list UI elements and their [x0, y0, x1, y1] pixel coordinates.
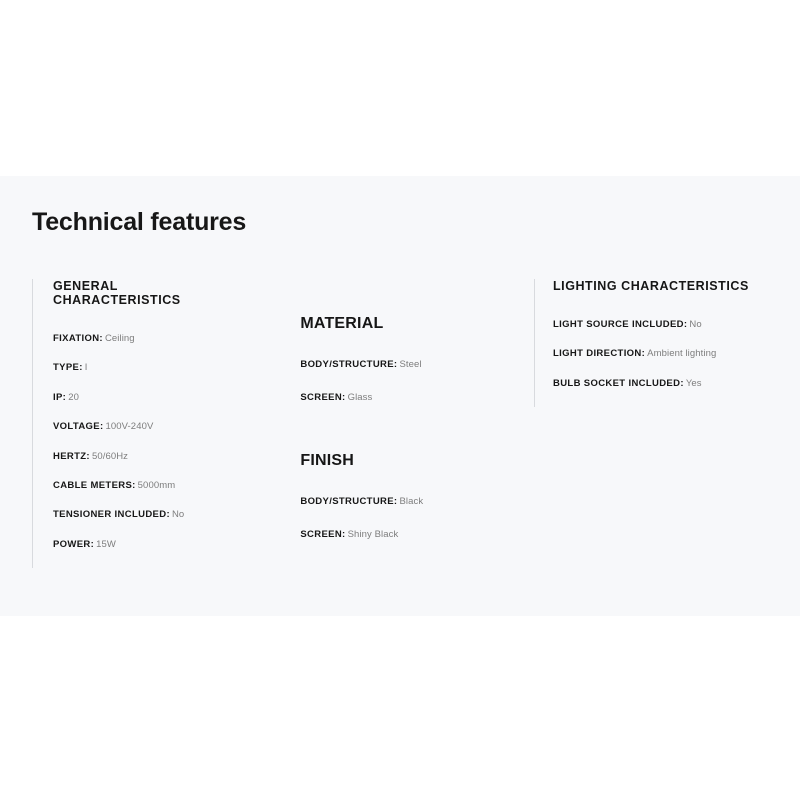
spec-row — [53, 392, 248, 403]
material-heading: MATERIAL — [300, 315, 384, 332]
technical-features-panel — [0, 176, 800, 616]
page-title: Technical features — [32, 208, 247, 236]
general-characteristics-heading: GENERAL CHARACTERISTICS — [53, 279, 181, 307]
specs-columns — [32, 279, 768, 568]
spec-value: Black — [399, 495, 424, 507]
finish-heading: FINISH — [300, 451, 355, 469]
spec-key: CABLE METERS: — [53, 479, 136, 491]
spec-row — [53, 333, 248, 344]
spec-row — [300, 392, 534, 403]
spec-value: 50/60Hz — [91, 450, 129, 462]
spec-key: SCREEN: — [300, 529, 346, 541]
spec-key: POWER: — [53, 538, 95, 550]
spec-key: HERTZ: — [53, 450, 90, 462]
spec-row — [53, 509, 248, 520]
spec-row — [53, 539, 248, 550]
spec-value: No — [689, 319, 702, 330]
lighting-characteristics-heading: LIGHTING CHARACTERISTICS — [553, 279, 749, 293]
spec-value: 5000mm — [137, 479, 176, 491]
spec-key: IP: — [53, 391, 67, 403]
spec-row — [53, 421, 248, 432]
spec-key: BODY/STRUCTURE: — [300, 495, 398, 507]
spec-value: 20 — [68, 391, 79, 403]
spec-key: VOLTAGE: — [53, 421, 104, 433]
spec-row — [53, 451, 248, 462]
spec-value: Ceiling — [104, 333, 135, 344]
spec-value: Steel — [399, 359, 422, 370]
spec-key: BODY/STRUCTURE: — [300, 359, 398, 370]
general-characteristics-column — [32, 279, 248, 568]
spec-row — [300, 496, 534, 507]
spec-key: SCREEN: — [300, 392, 346, 404]
spec-value: 100V-240V — [105, 421, 154, 433]
spec-row — [300, 359, 534, 370]
spec-key: LIGHT SOURCE INCLUDED: — [553, 319, 688, 330]
spec-row — [53, 362, 248, 373]
spec-row — [553, 378, 768, 389]
spec-key: TENSIONER INCLUDED: — [53, 509, 170, 521]
lighting-characteristics-column — [534, 279, 768, 407]
spec-row — [53, 480, 248, 491]
spec-key: TYPE: — [53, 362, 83, 374]
spec-value: Yes — [685, 377, 702, 389]
spec-key: LIGHT DIRECTION: — [553, 348, 646, 360]
spec-value: Glass — [347, 392, 373, 404]
spec-key: BULB SOCKET INCLUDED: — [553, 377, 684, 389]
material-finish-column — [248, 279, 534, 563]
spec-key: FIXATION: — [53, 333, 103, 344]
spec-value: Shiny Black — [347, 529, 399, 541]
spec-row — [553, 348, 768, 359]
spec-value: Ambient lighting — [647, 348, 717, 360]
spec-value: No — [171, 509, 185, 521]
spec-value: I — [84, 362, 88, 374]
spec-value: 15W — [96, 538, 116, 550]
spec-row — [553, 319, 768, 330]
spec-row — [300, 529, 534, 540]
